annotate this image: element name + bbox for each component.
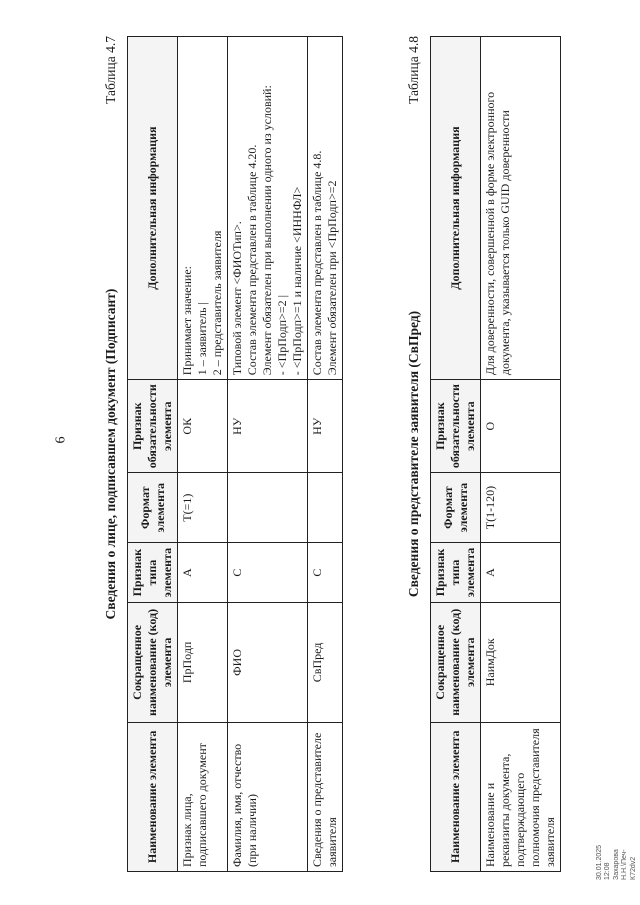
table-4-7-header-row (128, 37, 178, 872)
cell-required: НУ (308, 380, 343, 473)
table-4-8-section (402, 36, 561, 872)
cell-info: Для доверенности, совершенной в форме электронного документа, указывается только GUID доверенности (481, 37, 561, 380)
table-4-7 (127, 36, 343, 872)
cell-name: Признак лица, подписавшего документ (178, 722, 228, 871)
cell-code: ПрПодп (178, 603, 228, 723)
cell-type: С (228, 543, 308, 603)
cell-format (308, 473, 343, 543)
table-4-8-title: Сведения о представителе заявителя (СвПред) (406, 310, 421, 598)
header-element-type: Признак типа элемента (128, 543, 178, 603)
header-additional-info: Дополнительная информация (431, 37, 481, 380)
cell-required: ОК (178, 380, 228, 473)
page-number: 6 (53, 436, 69, 444)
table-4-8-number: Таблица 4.8 (406, 36, 421, 104)
cell-type: А (178, 543, 228, 603)
cell-name: Сведения о представителе заявителя (308, 722, 343, 871)
header-element-name: Наименование элемента (431, 722, 481, 871)
cell-type: А (481, 543, 561, 603)
cell-name: Наименование и реквизиты документа, подтверждающего полномочия представителя заявителя (481, 722, 561, 871)
stamp-signer: Захарова Н.Н.\Печ-К72dv2 (612, 849, 637, 880)
cell-required: НУ (228, 380, 308, 473)
cell-code: ФИО (228, 603, 308, 723)
table-4-7-number: Таблица 4.7 (103, 36, 118, 104)
cell-info: Состав элемента представлен в таблице 4.8. Элемент обязателен при <ПрПодп>=2 (308, 37, 343, 380)
cell-type: С (308, 543, 343, 603)
table-4-8 (430, 36, 561, 872)
cell-name: Фамилия, имя, отчество (при наличии) (228, 722, 308, 871)
table-row (178, 37, 228, 872)
header-element-code: Сокращенное наименование (код) элемента (128, 603, 178, 723)
stamp-date: 30.01.2025 12:08 (596, 844, 612, 880)
cell-required: О (481, 380, 561, 473)
header-element-code: Сокращенное наименование (код) элемента (431, 602, 481, 722)
table-row (308, 37, 343, 872)
table-4-7-section (99, 36, 343, 872)
cell-format (228, 473, 308, 543)
header-additional-info: Дополнительная информация (128, 37, 178, 380)
header-element-name: Наименование элемента (128, 722, 178, 871)
header-element-required: Признак обязательности элемента (431, 380, 481, 473)
table-row (481, 37, 561, 872)
cell-code: СвПред (308, 603, 343, 723)
signature-stamp (596, 836, 638, 880)
cell-info: Типовой элемент <ФИОТип>. Состав элемента представлен в таблице 4.20. Элемент обязателен при выполнении одного из условий: - <ПрПодп>=2 | - <ПрПодп>=1 и наличие <ИННФЛ> (228, 37, 308, 380)
cell-info: Принимает значение: 1 – заявитель | 2 – представитель заявителя (178, 37, 228, 380)
header-element-format: Формат элемента (128, 473, 178, 543)
header-element-type: Признак типа элемента (431, 543, 481, 603)
cell-code: НаимДок (481, 602, 561, 722)
table-4-7-title: Сведения о лице, подписавшем документ (Подписант) (103, 288, 118, 620)
header-element-format: Формат элемента (431, 473, 481, 543)
table-row (228, 37, 308, 872)
table-4-8-header-row (431, 37, 481, 872)
header-element-required: Признак обязательности элемента (128, 380, 178, 473)
cell-format: T(1-120) (481, 473, 561, 543)
cell-format: T(=1) (178, 473, 228, 543)
